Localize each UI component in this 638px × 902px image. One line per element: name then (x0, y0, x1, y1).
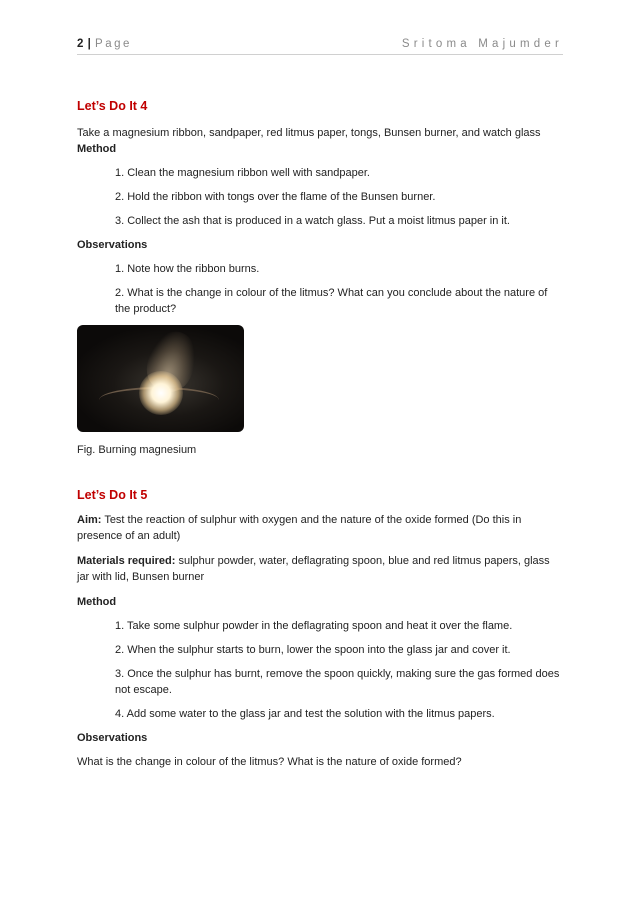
section-5-step: 1. Take some sulphur powder in the deflagrating spoon and heat it over the flame. (115, 620, 513, 632)
section-5-observation: What is the change in colour of the litmus? What is the nature of oxide formed? (77, 756, 462, 768)
aim-label: Aim: (77, 514, 102, 526)
section-4-method-heading: Method (77, 143, 117, 155)
section-5-materials (77, 553, 563, 585)
materials-text: sulphur powder, water, deflagrating spoon, blue and red litmus papers, glass jar with lid, Bunsen burner (77, 555, 550, 583)
section-5-method-heading: Method (77, 596, 117, 608)
figure-caption: Fig. Burning magnesium (77, 444, 197, 456)
page-content (77, 99, 563, 770)
page-number-block (77, 38, 132, 50)
section-4-observations-heading: Observations (77, 239, 148, 251)
section-5-aim (77, 512, 563, 544)
section-5-observations-heading: Observations (77, 732, 148, 744)
glow-shape (139, 371, 183, 415)
section-4-step: 3. Collect the ash that is produced in a watch glass. Put a moist litmus paper in it. (115, 215, 510, 227)
page-header (77, 38, 563, 55)
section-5-step: 3. Once the sulphur has burnt, remove the spoon quickly, making sure the gas formed does not escape. (115, 668, 560, 696)
section-4-step: 2. Hold the ribbon with tongs over the flame of the Bunsen burner. (115, 191, 436, 203)
burning-magnesium-image (77, 325, 244, 432)
materials-label: Materials required: (77, 555, 176, 567)
section-5-step: 4. Add some water to the glass jar and test the solution with the litmus papers. (115, 708, 495, 720)
section-5-step: 2. When the sulphur starts to burn, lower the spoon into the glass jar and cover it. (115, 644, 511, 656)
page-number: 2 (77, 38, 84, 50)
section-4-observation: 1. Note how the ribbon burns. (115, 263, 260, 275)
section-5-title: Let’s Do It 5 (77, 488, 148, 502)
page-word: Page (95, 38, 132, 50)
section-4-intro: Take a magnesium ribbon, sandpaper, red litmus paper, tongs, Bunsen burner, and watch glass (77, 127, 541, 139)
section-4-title: Let’s Do It 4 (77, 99, 148, 113)
author-name: Sritoma Majumder (401, 38, 563, 50)
section-4-step: 1. Clean the magnesium ribbon well with sandpaper. (115, 167, 370, 179)
section-4-observation: 2. What is the change in colour of the litmus? What can you conclude about the nature of the product? (115, 287, 548, 315)
aim-text: Test the reaction of sulphur with oxygen and the nature of the oxide formed (Do this in presence of an adult) (77, 514, 522, 542)
header-separator: | (87, 38, 92, 50)
